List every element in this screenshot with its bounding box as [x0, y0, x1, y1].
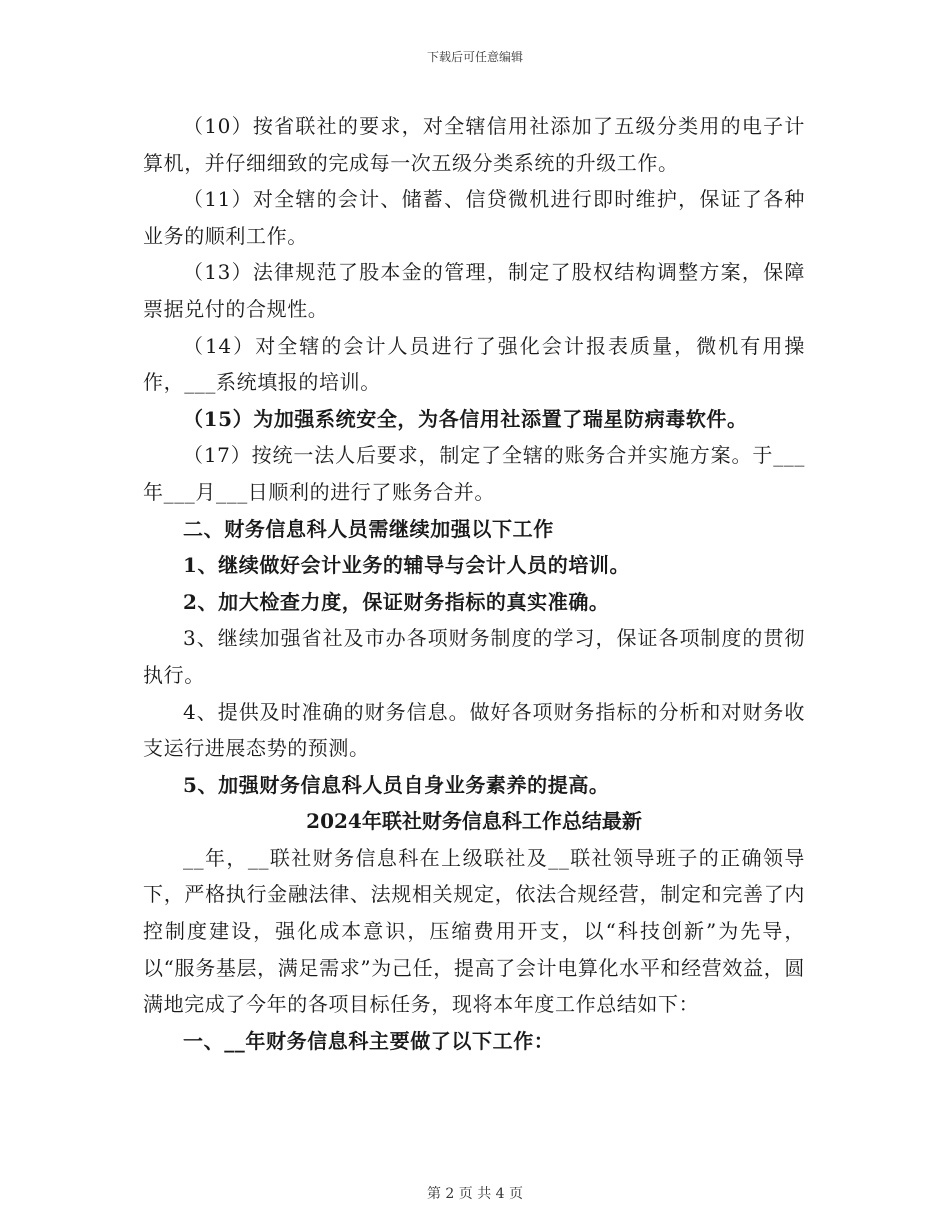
list-item: 1、继续做好会计业务的辅导与会计人员的培训。	[183, 553, 631, 578]
page-footer: 第 2 页 共 4 页	[426, 1186, 524, 1202]
section-heading: 二、财务信息科人员需继续加强以下工作	[183, 516, 554, 541]
document-title: 2024年联社财务信息科工作总结最新	[306, 809, 642, 834]
list-item: 5、加强财务信息科人员自身业务素养的提高。	[183, 772, 610, 797]
list-item: 2、加大检查力度，保证财务指标的真实准确。	[183, 589, 610, 614]
list-item: 4、提供及时准确的财务信息。做好各项财务指标的分析和对财务收支运行进展态势的预测。	[143, 699, 805, 761]
intro-paragraph: __年，__联社财务信息科在上级联社及__联社领导班子的正确领导下，严格执行金融法律、法规相关规定，依法合规经营，制定和完善了内控制度建设，强化成本意识，压缩费用开支，以“科技创新”为先导，以“服务基层，满足需求”为己任，提高了会计电算化水平和经营效益，圆满地完成了今年的各项目标任务，现将本年度工作总结如下：	[143, 845, 805, 1017]
section-heading: 一、__年财务信息科主要做了以下工作：	[183, 1028, 555, 1053]
paragraph: （17）按统一法人后要求，制定了全辖的账务合并实施方案。于___年___月___日顺利的进行了账务合并。	[143, 443, 805, 504]
paragraph: （14）对全辖的会计人员进行了强化会计报表质量，微机有用操作，___系统填报的培训。	[143, 333, 805, 395]
paragraph: （11）对全辖的会计、储蓄、信贷微机进行即时维护，保证了各种业务的顺利工作。	[143, 187, 805, 248]
list-item: 3、继续加强省社及市办各项财务制度的学习，保证各项制度的贯彻执行。	[143, 626, 805, 687]
paragraph: （13）法律规范了股本金的管理，制定了股权结构调整方案，保障票据兑付的合规性。	[143, 260, 805, 321]
document-body	[143, 108, 805, 1059]
page-header: 下载后可任意编辑	[426, 50, 523, 64]
paragraph: （15）为加强系统安全，为各信用社添置了瑞星防病毒软件。	[183, 406, 748, 431]
paragraph: （10）按省联社的要求，对全辖信用社添加了五级分类用的电子计算机，并仔细细致的完成每一次五级分类系统的升级工作。	[143, 114, 805, 175]
